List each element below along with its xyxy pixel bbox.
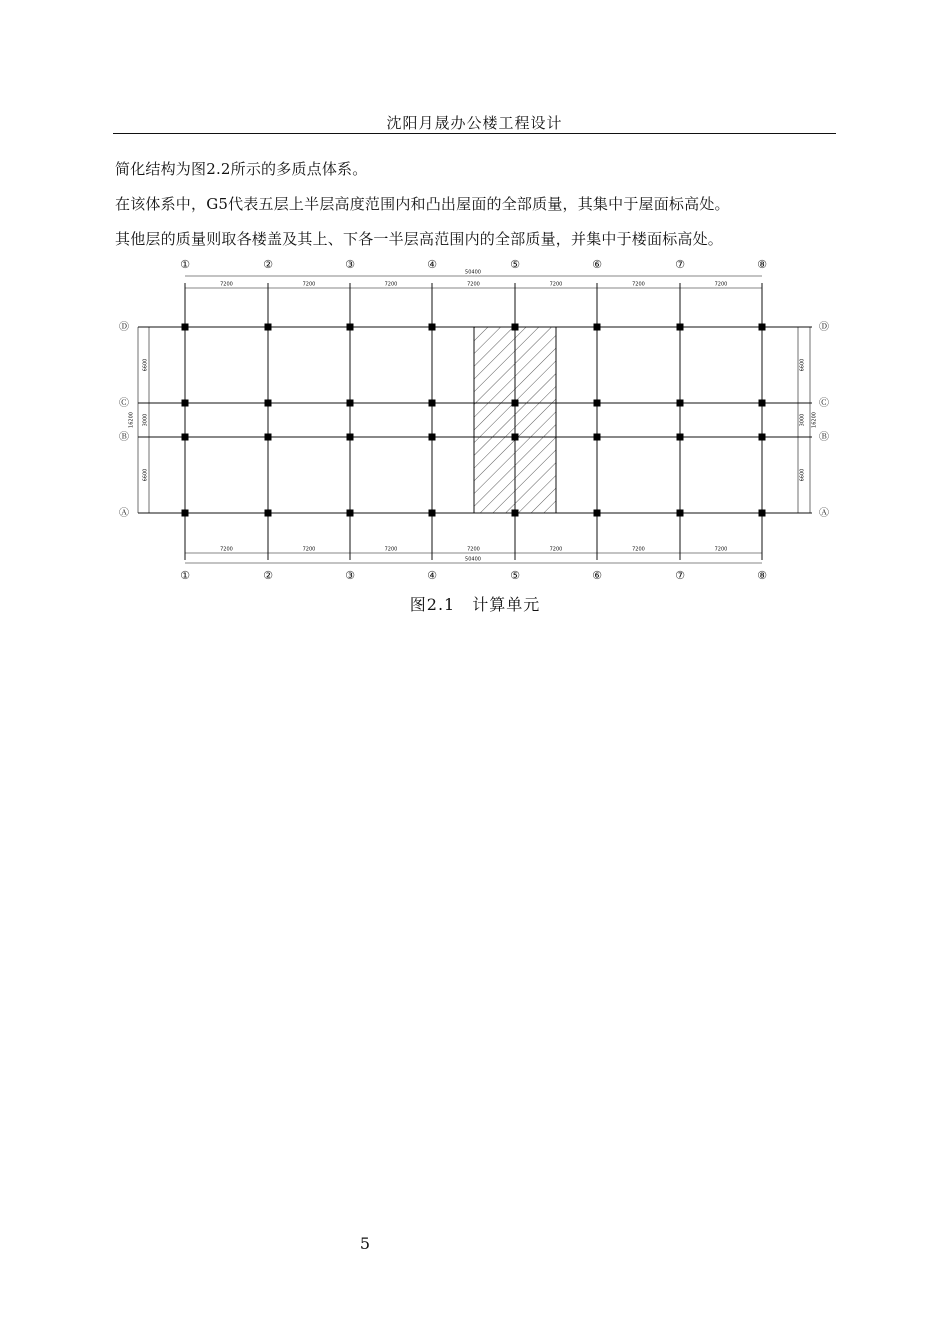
- column-1-2: [265, 324, 272, 331]
- running-header: 沈阳月晟办公楼工程设计: [386, 114, 563, 132]
- col-axis-top-7: ⑦: [675, 258, 685, 271]
- col-axis-bottom-5: ⑤: [510, 569, 520, 582]
- bottom-span-dim-5: 7200: [549, 546, 563, 553]
- column-4-2: [265, 510, 272, 517]
- bottom-span-dim-3: 7200: [384, 546, 398, 553]
- column-2-2: [265, 400, 272, 407]
- col-axis-top-3: ③: [345, 258, 355, 271]
- column-2-6: [594, 400, 601, 407]
- col-axis-top-2: ②: [263, 258, 273, 271]
- column-1-6: [594, 324, 601, 331]
- row-axis-left-1: Ⓓ: [119, 322, 129, 333]
- row-axis-left-3: Ⓑ: [119, 432, 129, 443]
- right-span-dim-1: 6600: [799, 358, 806, 372]
- col-axis-bottom-2: ②: [263, 569, 273, 582]
- column-3-4: [429, 434, 436, 441]
- col-axis-bottom-4: ④: [427, 569, 437, 582]
- column-4-3: [347, 510, 354, 517]
- col-axis-bottom-3: ③: [345, 569, 355, 582]
- bottom-span-dim-2: 7200: [302, 546, 316, 553]
- column-1-8: [759, 324, 766, 331]
- col-axis-bottom-8: ⑧: [757, 569, 767, 582]
- header-rule: [113, 133, 836, 134]
- right-span-dim-3: 6600: [799, 468, 806, 482]
- top-span-dim-7: 7200: [714, 281, 728, 288]
- column-4-7: [677, 510, 684, 517]
- col-axis-bottom-1: ①: [180, 569, 190, 582]
- col-axis-top-4: ④: [427, 258, 437, 271]
- column-4-8: [759, 510, 766, 517]
- column-4-1: [182, 510, 189, 517]
- column-3-2: [265, 434, 272, 441]
- column-2-3: [347, 400, 354, 407]
- left-total-dim: 16200: [128, 412, 135, 428]
- column-3-5: [512, 434, 519, 441]
- column-2-7: [677, 400, 684, 407]
- col-axis-bottom-6: ⑥: [592, 569, 602, 582]
- top-total-dim: 50400: [465, 269, 481, 276]
- column-3-8: [759, 434, 766, 441]
- column-1-1: [182, 324, 189, 331]
- column-2-4: [429, 400, 436, 407]
- col-axis-top-6: ⑥: [592, 258, 602, 271]
- col-axis-top-8: ⑧: [757, 258, 767, 271]
- row-axis-left-2: Ⓒ: [119, 398, 129, 409]
- top-span-dim-2: 7200: [302, 281, 316, 288]
- column-1-4: [429, 324, 436, 331]
- right-span-dim-2: 3000: [799, 413, 806, 427]
- page-number: 5: [359, 1234, 371, 1253]
- column-4-5: [512, 510, 519, 517]
- column-2-5: [512, 400, 519, 407]
- col-axis-top-1: ①: [180, 258, 190, 271]
- column-4-4: [429, 510, 436, 517]
- column-3-1: [182, 434, 189, 441]
- right-total-dim: 16200: [811, 412, 818, 428]
- bottom-span-dim-7: 7200: [714, 546, 728, 553]
- paragraph-1: 简化结构为图2.2所示的多质点体系。: [115, 160, 368, 178]
- row-axis-left-4: Ⓐ: [119, 508, 129, 519]
- top-span-dim-5: 7200: [549, 281, 563, 288]
- column-1-5: [512, 324, 519, 331]
- row-axis-right-3: Ⓑ: [819, 432, 829, 443]
- figure-caption: 图2.1 计算单元: [409, 595, 541, 614]
- column-3-3: [347, 434, 354, 441]
- row-axis-right-1: Ⓓ: [819, 322, 829, 333]
- row-axis-right-4: Ⓐ: [819, 508, 829, 519]
- left-span-dim-2: 3000: [142, 413, 149, 427]
- column-3-7: [677, 434, 684, 441]
- column-3-6: [594, 434, 601, 441]
- row-axis-right-2: Ⓒ: [819, 398, 829, 409]
- column-2-1: [182, 400, 189, 407]
- structural-grid-drawing: [105, 252, 845, 587]
- col-axis-bottom-7: ⑦: [675, 569, 685, 582]
- column-2-8: [759, 400, 766, 407]
- top-span-dim-3: 7200: [384, 281, 398, 288]
- top-span-dim-4: 7200: [467, 281, 480, 288]
- paragraph-3: 其他层的质量则取各楼盖及其上、下各一半层高范围内的全部质量，并集中于楼面标高处。: [115, 230, 724, 248]
- column-1-3: [347, 324, 354, 331]
- column-1-7: [677, 324, 684, 331]
- column-4-6: [594, 510, 601, 517]
- bottom-total-dim: 50400: [465, 556, 481, 563]
- top-span-dim-1: 7200: [220, 281, 233, 288]
- bottom-span-dim-4: 7200: [467, 546, 480, 553]
- left-span-dim-1: 6600: [142, 358, 149, 372]
- paragraph-2: 在该体系中，G5代表五层上半层高度范围内和凸出屋面的全部质量，其集中于屋面标高处。: [115, 195, 730, 213]
- col-axis-top-5: ⑤: [510, 258, 520, 271]
- bottom-span-dim-1: 7200: [220, 546, 233, 553]
- left-span-dim-3: 6600: [142, 468, 149, 482]
- top-span-dim-6: 7200: [632, 281, 645, 288]
- bottom-span-dim-6: 7200: [632, 546, 645, 553]
